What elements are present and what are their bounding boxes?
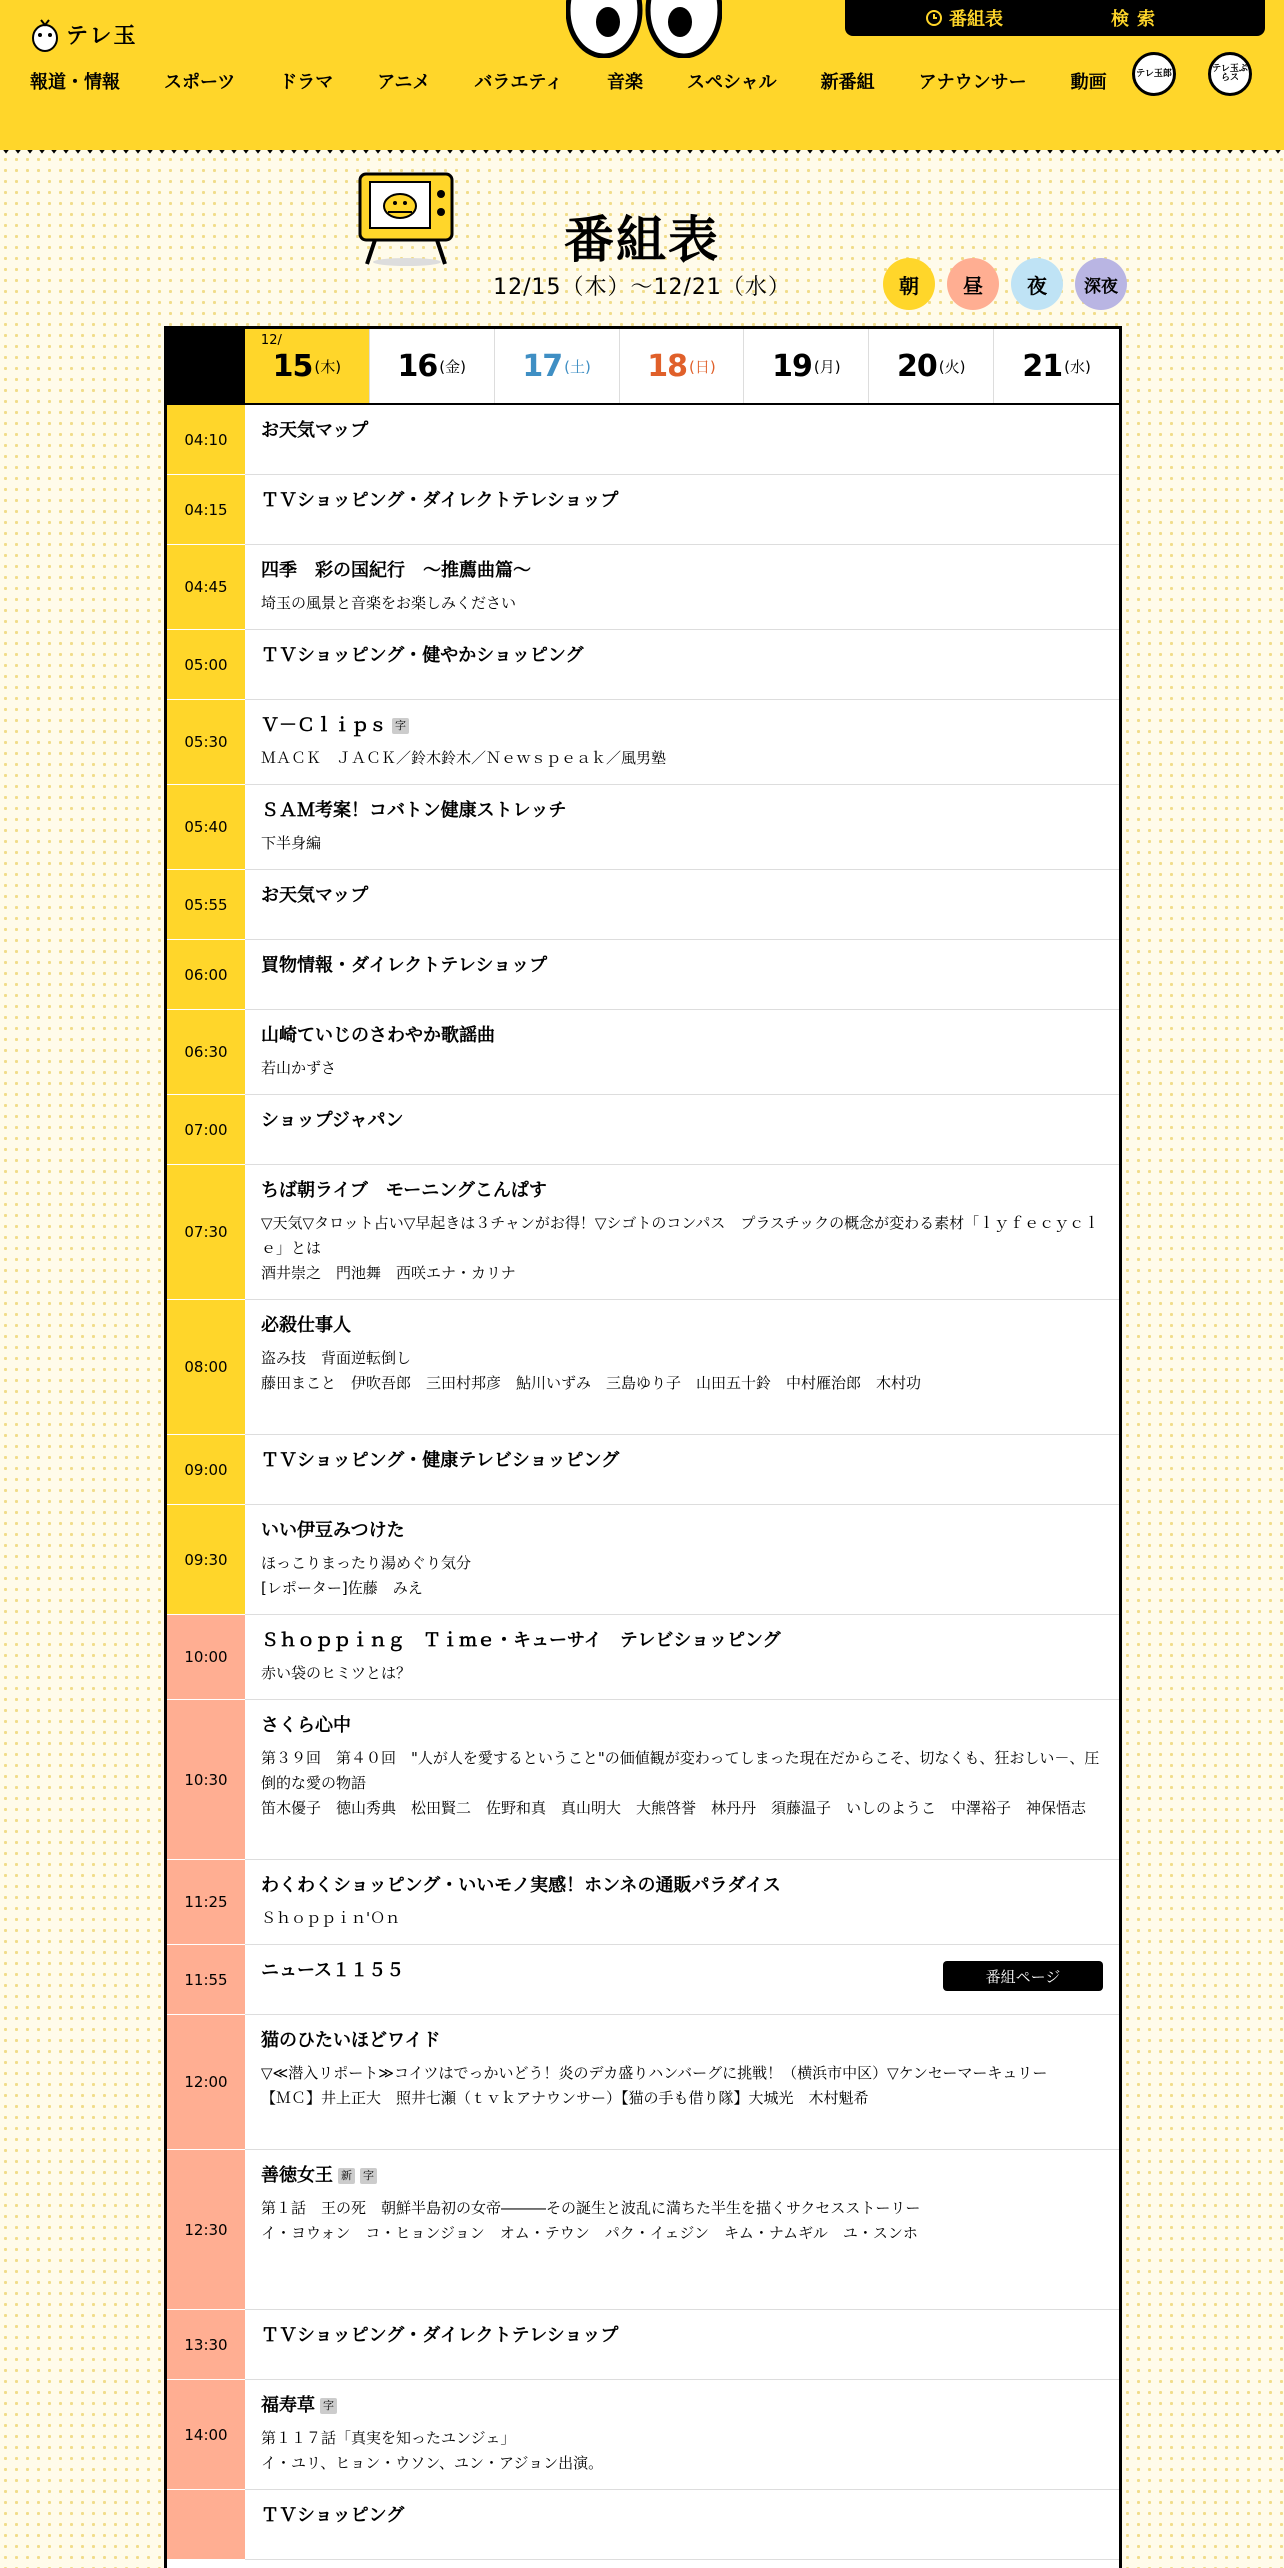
program-row[interactable]	[167, 405, 1119, 475]
day-tabs-corner	[167, 329, 245, 403]
program-time	[167, 2490, 245, 2560]
program-content	[245, 1165, 1119, 1299]
program-row[interactable]	[167, 2015, 1119, 2150]
day-tab-number: 16	[397, 348, 438, 384]
program-time: 06:00	[167, 940, 245, 1010]
program-content	[245, 1010, 1119, 1094]
program-row[interactable]	[167, 1435, 1119, 1505]
program-time: 09:00	[167, 1435, 245, 1505]
program-list	[167, 405, 1119, 2560]
program-title[interactable]: 必殺仕事人	[261, 1315, 351, 1336]
program-time: 05:00	[167, 630, 245, 700]
nav-item-news[interactable]: 報道・情報	[30, 72, 120, 93]
program-content	[245, 2150, 1119, 2309]
program-title[interactable]: 山崎ていじのさわやか歌謡曲	[261, 1025, 495, 1046]
day-tab-number: 17	[522, 348, 563, 384]
program-row[interactable]	[167, 700, 1119, 785]
site-header	[0, 0, 1284, 150]
program-row[interactable]	[167, 940, 1119, 1010]
program-description-line: 赤い袋のヒミツとは？	[261, 1664, 412, 1682]
logo[interactable]	[30, 14, 138, 54]
program-content	[245, 1435, 1119, 1504]
nav-item-anime[interactable]: アニメ	[377, 72, 431, 93]
nav-item-special[interactable]: スペシャル	[686, 72, 777, 93]
nav-item-music[interactable]: 音楽	[606, 72, 643, 93]
time-of-day-button-1[interactable]: 昼	[947, 258, 999, 310]
program-content	[245, 940, 1119, 1009]
logo-mascot-icon	[30, 14, 60, 54]
program-title[interactable]: 福寿草	[261, 2395, 315, 2416]
program-description-line: 第３９回 第４０回 "人が人を愛するということ"の価値観が変わってしまった現在だからこそ、切なくも、狂おしい－、圧倒的な愛の物語	[261, 1749, 1100, 1792]
schedule-link-label: 番組表	[949, 9, 1003, 30]
day-tab-21[interactable]	[994, 329, 1119, 403]
program-title[interactable]: ＴＶショッピング・健康テレビショッピング	[261, 1450, 620, 1471]
program-row[interactable]	[167, 475, 1119, 545]
program-content	[245, 1095, 1119, 1164]
teretama-plus-label: テレ玉ぷらス	[1212, 64, 1248, 83]
top-utility-bar	[845, 0, 1265, 36]
program-row[interactable]	[167, 1300, 1119, 1435]
program-time: 12:30	[167, 2150, 245, 2310]
schedule-link[interactable]	[925, 5, 1003, 31]
day-tab-number: 18	[647, 348, 687, 384]
day-tab-number: 19	[772, 348, 812, 384]
nav-item-drama[interactable]: ドラマ	[279, 72, 334, 93]
program-title[interactable]: ＳＡＭ考案！コバトン健康ストレッチ	[261, 800, 567, 821]
program-row[interactable]	[167, 2150, 1119, 2310]
time-of-day-button-3[interactable]: 深夜	[1075, 258, 1127, 310]
program-content	[245, 700, 1119, 784]
day-tabs	[167, 329, 1119, 405]
program-tag-badge: 字	[320, 2398, 337, 2414]
program-title[interactable]: 猫のひたいほどワイド	[261, 2030, 441, 2051]
day-tab-weekday: (火)	[938, 357, 966, 376]
program-title[interactable]: ＴＶショッピング・ダイレクトテレショップ	[261, 490, 619, 511]
program-row[interactable]	[167, 870, 1119, 940]
program-content	[245, 1945, 1119, 2014]
program-row[interactable]	[167, 2310, 1119, 2380]
day-tab-17[interactable]	[495, 329, 620, 403]
program-time: 04:15	[167, 475, 245, 545]
day-tab-number: 20	[897, 348, 937, 384]
program-description-line: 笛木優子 徳山秀典 松田賢二 佐野和真 真山明大 大熊啓誉 林丹丹 須藤温子 いしのようこ 中澤裕子 神保悟志	[261, 1799, 1087, 1817]
program-description-line: イ・ユリ、ヒョン・ウソン、ユン・アジョン出演。	[261, 2454, 604, 2472]
program-time: 10:00	[167, 1615, 245, 1700]
program-title[interactable]: Ｓｈｏｐｐｉｎｇ Ｔｉｍｅ・キューサイ テレビショッピング	[261, 1630, 781, 1651]
program-title[interactable]: わくわくショッピング・いいモノ実感！ホンネの通販パラダイス	[261, 1875, 781, 1896]
program-content	[245, 1615, 1119, 1699]
time-of-day-button-0[interactable]: 朝	[883, 258, 935, 310]
program-time: 07:30	[167, 1165, 245, 1300]
program-time: 05:30	[167, 700, 245, 785]
program-content	[245, 2310, 1119, 2379]
nav-item-video[interactable]: 動画	[1070, 72, 1107, 93]
nav-item-announcers[interactable]: アナウンサー	[918, 72, 1027, 93]
program-row[interactable]	[167, 1860, 1119, 1945]
program-row[interactable]	[167, 1010, 1119, 1095]
program-description-line: 酒井崇之 門池舞 西咲エナ・カリナ	[261, 1264, 516, 1282]
search-link[interactable]: 検索	[1111, 9, 1163, 30]
day-tab-weekday: (金)	[439, 357, 466, 376]
program-time: 07:00	[167, 1095, 245, 1165]
program-content	[245, 630, 1119, 699]
program-description-line: イ・ヨウォン コ・ヒョンジョン オム・テウン パク・イェジン キム・ナムギル ユ・スンホ	[261, 2224, 918, 2242]
program-tag-badge: 新	[338, 2168, 355, 2184]
program-tag-badge: 字	[360, 2168, 377, 2184]
schedule-grid	[164, 326, 1122, 2568]
nav-item-new-programs[interactable]: 新番組	[820, 72, 875, 93]
day-tab-month: 12/	[260, 333, 282, 348]
program-description-line: 盗み技 背面逆転倒し	[261, 1349, 412, 1367]
program-title[interactable]: 買物情報・ダイレクトテレショップ	[261, 955, 548, 976]
program-description-line: 藤田まこと 伊吹吾郎 三田村邦彦 鮎川いずみ 三島ゆり子 山田五十鈴 中村雁治郎 木村功	[261, 1374, 922, 1392]
program-title[interactable]: ニュース１１５５	[261, 1960, 405, 1981]
program-title[interactable]: さくら心中	[261, 1715, 351, 1736]
program-row[interactable]	[167, 630, 1119, 700]
program-description-line: [レポーター]佐藤 みえ	[261, 1579, 423, 1597]
program-time: 14:00	[167, 2380, 245, 2490]
program-time: 10:30	[167, 1700, 245, 1860]
program-content	[245, 1300, 1119, 1434]
day-tab-18[interactable]	[620, 329, 745, 403]
program-description-line: 埼玉の風景と音楽をお楽しみください	[261, 594, 517, 612]
program-description-line: ＭＡＣＫ ＪＡＣＫ／鈴木鈴木／Ｎｅｗｓｐｅａｋ／風男塾	[261, 749, 667, 767]
global-nav	[30, 68, 1151, 94]
day-tab-16[interactable]	[370, 329, 495, 403]
program-content	[245, 475, 1119, 544]
program-row[interactable]	[167, 1095, 1119, 1165]
program-row[interactable]	[167, 545, 1119, 630]
clock-icon	[925, 9, 943, 27]
program-time: 11:55	[167, 1945, 245, 2015]
logo-text: テレ玉	[66, 23, 138, 49]
terepee-icon[interactable]	[1132, 52, 1176, 96]
day-tab-weekday: (木)	[314, 357, 342, 376]
program-content	[245, 2380, 1119, 2489]
day-tab-19[interactable]	[744, 329, 869, 403]
terepee-label: テレ玉郎	[1136, 68, 1172, 79]
program-time: 12:00	[167, 2015, 245, 2150]
program-description-line: Ｓｈｏｐｐｉｎ'Ｏｎ	[261, 1909, 401, 1927]
program-row[interactable]	[167, 785, 1119, 870]
day-tab-20[interactable]	[869, 329, 994, 403]
program-title[interactable]: ＴＶショッピング	[261, 2505, 405, 2526]
day-tab-weekday: (水)	[1064, 357, 1091, 376]
nav-item-sports[interactable]: スポーツ	[164, 72, 236, 93]
program-content	[245, 1505, 1119, 1614]
program-row[interactable]	[167, 1615, 1119, 1700]
program-time: 08:00	[167, 1300, 245, 1435]
program-title[interactable]: ショップジャパン	[261, 1110, 404, 1131]
program-row[interactable]	[167, 1945, 1119, 2015]
program-title[interactable]: いい伊豆みつけた	[261, 1520, 405, 1541]
program-content	[245, 785, 1119, 869]
program-title[interactable]: 四季 彩の国紀行 ～推薦曲篇～	[261, 560, 531, 581]
program-time: 11:25	[167, 1860, 245, 1945]
program-content	[245, 1700, 1119, 1859]
program-title[interactable]: ちば朝ライブ モーニングこんぱす	[261, 1180, 547, 1201]
program-title[interactable]: 善徳女王	[261, 2165, 333, 2186]
program-description-line: ▽≪潜入リポート≫コイツはでっかいどう！炎のデカ盛りハンバーグに挑戦！（横浜市中区）▽ケンセーマーキュリー	[261, 2064, 1048, 2082]
nav-item-variety[interactable]: バラエティ	[474, 72, 563, 93]
program-content	[245, 870, 1119, 939]
program-time: 13:30	[167, 2310, 245, 2380]
teretama-plus-icon[interactable]	[1208, 52, 1252, 96]
program-description-line: 第１話 王の死 朝鮮半島初の女帝―――その誕生と波乱に満ちた半生を描くサクセスストーリー	[261, 2199, 921, 2217]
program-row[interactable]	[167, 1165, 1119, 1300]
day-tab-weekday: (月)	[813, 357, 841, 376]
program-time: 09:30	[167, 1505, 245, 1615]
mascot-eyes-icon	[566, 0, 722, 58]
program-time: 04:45	[167, 545, 245, 630]
program-title[interactable]: Ｖ－Ｃｌｉｐｓ	[261, 715, 387, 736]
program-description-line: 【ＭＣ】井上正大 照井七瀬（ｔｖｋアナウンサー）【猫の手も借り隊】大城光 木村魁希	[261, 2089, 869, 2107]
program-title[interactable]: お天気マップ	[261, 420, 369, 441]
program-description-line: 若山かずさ	[261, 1059, 337, 1077]
program-title[interactable]: ＴＶショッピング・ダイレクトテレショップ	[261, 2325, 619, 2346]
program-tag-badge: 字	[392, 718, 409, 734]
day-tab-number: 21	[1022, 348, 1063, 384]
day-tab-number: 15	[272, 348, 313, 384]
program-row[interactable]	[167, 1700, 1119, 1860]
program-row[interactable]	[167, 2490, 1119, 2560]
program-time: 05:40	[167, 785, 245, 870]
program-title[interactable]: ＴＶショッピング・健やかショッピング	[261, 645, 584, 666]
program-description-line: ほっこりまったり湯めぐり気分	[261, 1554, 472, 1572]
program-content	[245, 405, 1119, 474]
program-content	[245, 1860, 1119, 1944]
program-description-line: 下半身編	[261, 834, 322, 852]
program-description-line: 第１１７話「真実を知ったユンジェ」	[261, 2429, 516, 2447]
day-tab-weekday: (土)	[564, 357, 591, 376]
program-content	[245, 2490, 1119, 2559]
program-time: 04:10	[167, 405, 245, 475]
day-tab-15[interactable]	[245, 329, 370, 403]
program-row[interactable]	[167, 2380, 1119, 2490]
page-title: 番組表	[564, 211, 720, 269]
program-content	[245, 2015, 1119, 2149]
program-title[interactable]: お天気マップ	[261, 885, 369, 906]
time-of-day-filter	[883, 258, 1127, 310]
program-page-button[interactable]: 番組ページ	[943, 1961, 1103, 1991]
program-content	[245, 545, 1119, 629]
program-time: 05:55	[167, 870, 245, 940]
date-range: 12/15（木）〜12/21（水）	[493, 275, 791, 300]
program-time: 06:30	[167, 1010, 245, 1095]
time-of-day-button-2[interactable]: 夜	[1011, 258, 1063, 310]
program-description-line: ▽天気▽タロット占い▽早起きは３チャンがお得！▽シゴトのコンパス プラスチックの概念が変わる素材「ｌｙｆｅｃｙｃｌｅ」とは	[261, 1214, 1100, 1257]
program-row[interactable]	[167, 1505, 1119, 1615]
day-tab-weekday: (日)	[689, 357, 716, 376]
